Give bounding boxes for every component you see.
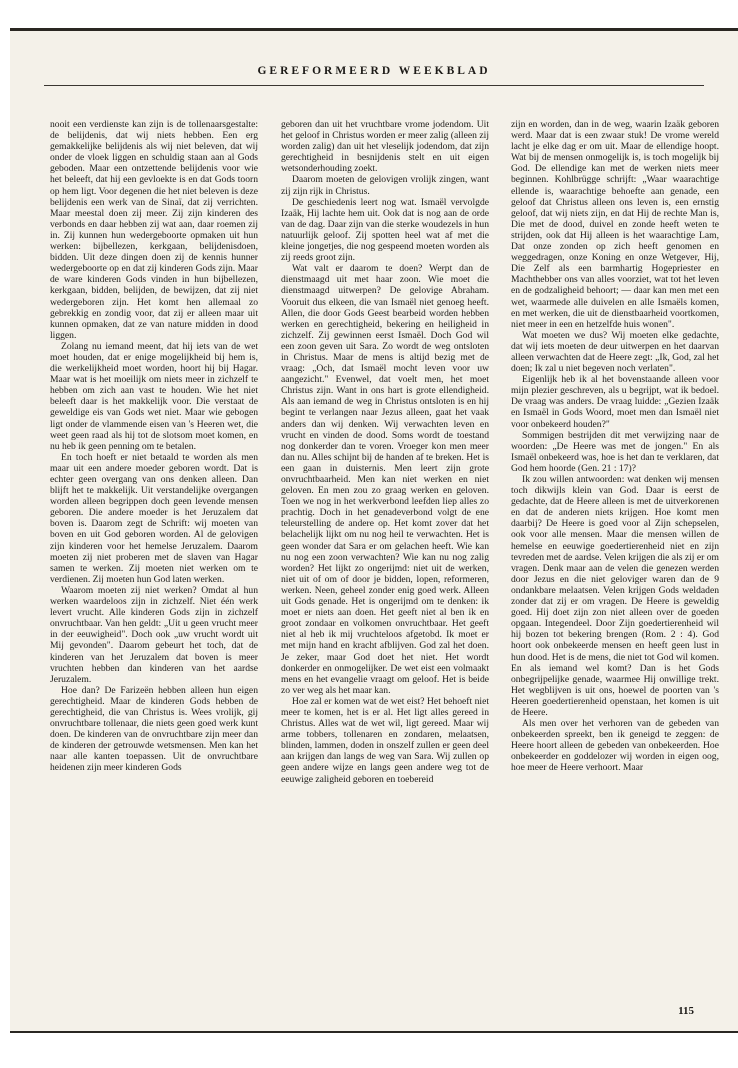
text-column-3 <box>511 119 719 774</box>
paragraph: geboren dan uit het vruchtbare vrome jodendom. Uit het geloof in Christus worden er meer zalig (alleen zij worden zalig) dan uit het vleselijk jodendom, dat zijn gerechtigheid in besnijdenis stelt en uit eigen wetsonderhouding zoekt. <box>281 119 489 175</box>
bottom-rule <box>10 1031 738 1033</box>
header-rule <box>44 85 704 86</box>
paragraph: Eigenlijk heb ik al het bovenstaande alleen voor mijn plezier geschreven, als u begrijpt, wat ik bedoel. De vraag was anders. De vraag luidde: „Gezien Izaäk en Ismaël in Gods Woord, moet men dan Ismaël niet voor onbekeerd houden?" <box>511 374 719 430</box>
paragraph: Wat moeten we dus? Wij moeten elke gedachte, dat wij iets moeten de deur uitwerpen en het daarvan alleen verwachten dat de Heere zegt: „Ik, God, zal het doen; Ik zal u niet begeven noch verlaten". <box>511 329 719 375</box>
paragraph: Waarom moeten zij niet werken? Omdat al hun werken waardeloos zijn in zichzelf. Niet één werk levert vrucht. Alle kinderen Gods zijn in zichzelf onvruchtbaar. Van hen geldt: „Uit u geen vrucht meer in der eeuwigheid". Doch ook „uw vrucht wordt uit Mij gevonden". Daarom gebeurt het toch, dat de kinderen van het Jeruzalem dat boven is meer vruchten hebben dan kinderen van het aardse Jeruzalem. <box>50 584 258 685</box>
paragraph: De geschiedenis leert nog wat. Ismaël vervolgde Izaäk, Hij lachte hem uit. Ook dat is nog aan de orde van de dag. Daar zijn van die sterke woudezels in hun natuurlijk geloof. Zij spotten heel wat af met die kleine jongetjes, die nog gespeend moeten worden als zij reeds groot zijn. <box>281 196 489 264</box>
paragraph: Hoe zal er komen wat de wet eist? Het behoeft niet meer te komen, het is er al. Het ligt alles gereed in Christus. Alles wat de wet wil, ligt gereed. Maar wij arme tobbers, tollenaren en zondaren, melaatsen, blinden, lammen, doden in onszelf zullen er geen deel aan krijgen dan langs de weg van Sara. Wij zullen op geen andere wijze en langs geen andere weg tot de eeuwige zaligheid geboren en toebereid <box>281 695 489 785</box>
running-header: GEREFORMEERD WEEKBLAD <box>257 65 491 77</box>
text-column-2 <box>281 119 489 785</box>
paragraph: Hoe dan? De Farizeën hebben alleen hun eigen gerechtigheid. Maar de kinderen Gods hebben de gerechtigheid, die van Christus is. Wees vrolijk, gij onvruchtbare tollenaar, die niets geen goed werk kunt doen. De kinderen van de onvruchtbare zijn meer dan de kinderen der getrouwde wetsmensen. Men kan het naar alle kanten toepassen. Uit de onvruchtbare heidenen zijn meer kinderen Gods <box>50 684 258 774</box>
text-column-1 <box>50 119 258 774</box>
paragraph: Daarom moeten de gelovigen vrolijk zingen, want zij zijn rijk in Christus. <box>281 174 489 197</box>
page-sheet <box>10 28 738 1033</box>
paragraph: Sommigen bestrijden dit met verwijzing naar de woorden: „De Heere was met de jongen." En als Ismaël onbekeerd was, hoe is het dan te verklaren, dat God hem hoorde (Gen. 21 : 17)? <box>511 429 719 474</box>
paragraph: En toch hoeft er niet betaald te worden als men maar uit een andere moeder geboren wordt. Dat is echter geen overgang van ons denken alleen. Dan blijft het te makkelijk. Uit verstandelijke overgangen worden alleen begrippen doch geen levende mensen geboren. Die andere moeder is het Jeruzalem dat boven is. Daarom zegt de Schrift: wij moeten van boven en uit God geboren worden. Al de gelovigen zijn kinderen voor het hemelse Jeruzalem. Daarom moeten zij niet proberen met de slaven van Hagar samen te werken. Zij moeten niet werken om te verdienen. Zij moeten hun God laten werken. <box>50 451 258 585</box>
paragraph: Zolang nu iemand meent, dat hij iets van de wet moet houden, dat er enige mogelijkheid bij hem is, die werkelijkheid moet worden, hoort hij bij Hagar. Maar wat is het moeilijk om niets meer in zichzelf te hebben om zich aan vast te houden. Wie het niet beleeft daar is het makkelijk voor. Die verstaat de geweldige eis van Gods wet niet. Maar wie gebogen ligt onder de vlammende eisen van 's Heeren wet, die weet geen raad als hij tot de slotsom moet komen, en nu heb ik geen penning om te betalen. <box>50 340 258 452</box>
paragraph: Ik zou willen antwoorden: wat denken wij mensen toch dikwijls klein van God. Daar is eerst de gedachte, dat de Heere alleen is met de uitverkorenen en dat de anderen niets krijgen. Hoe komt men daarbij? De Heere is goed voor al Zijn schepselen, ook voor alle mensen. Maar die mensen willen de hemelse en eeuwige goedertierenheid niet en zijn tevreden met de aardse. Velen krijgen die als zij er om vragen. Denk maar aan de velen die genezen werden door Jezus en die niet geloviger waren dan de 9 ondankbare melaatsen. Velen krijgen Gods weldaden zonder dat zij er om vragen. De Heere is geweldig goed. Hij doet zijn zon niet alleen over de goeden opgaan. Integendeel. Door Zijn goedertierenheid wil hij bozen tot bekering brengen (Rom. 2 : 4). God hoort ook onbekeerde mensen en heeft geen lust in hun dood. Het is de mens, die niet tot God wil komen. En als iemand wel komt? Dan is het Gods onbegrijpelijke genade, waarmee Hij onwillige trekt. Het wegblijven is uit ons, hoewel de poorten van 's Heeren goedertierenheid openstaan, het komen is uit de Heere. <box>511 474 719 718</box>
paragraph: Wat valt er daarom te doen? Werpt dan de dienstmaagd uit met haar zoon. Wie moet die dienstmaagd uitwerpen? De gelovige Abraham. Vooruit dus elkeen, die van Ismaël niet genoeg heeft. Allen, die door Gods Geest bearbeid worden hebben werken en gerechtigheid, bekering en heiligheid in zichzelf. Zij gewinnen eerst Ismaël. Doch God wil een zoon geven uit Sara. Zo wordt de weg ontsloten in Christus. Maar de mens is altijd bezig met de vraag: „Och, dat Ismaël mocht leven voor uw aangezicht." Evenwel, dat voelt men, het moet Christus zijn. Want in ons hart is grote ellendigheid. Als aan iemand de weg in Christus ontsloten is en hij begint te verlangen naar Jezus alleen, gaat het vaak anders dan wij denken. Wij verwachten leven en vrucht en vinden de dood. Soms wordt de toestand nog donkerder dan te voren. Vroeger kon men meer dan nu. Alles schijnt bij de handen af te breken. Het is een gaan in duisternis. Men leert zijn grote onvruchtbaarheid. Men kan niet werken en niet geloven. En men zou zo graag werken en geloven. Toen we nog in het werkverbond leefden liep alles zo prachtig. Doch in het genadeverbond volgt de ene teleurstelling de andere op. Het komt zover dat het belachelijk lijkt om nu nog heil te verwachten. Het is geen wonder dat Sara er om gelachen heeft. Wie kan nu nog een zoon verwachten? Wie kan nu nog zalig worden? Het lijkt zo ongerijmd: niet uit de werken, niet uit of om of door je bidden, lopen, reformeren, werken. Neen, geheel zonder enig goed werk. Alleen uit Gods genade. Het is ongerijmd om te denken: ik moet er niets aan doen. Het geeft niet al ben ik en groot zondaar en volkomen onvruchtbaar. Het geeft niet al heb ik mij vruchteloos afgetobd. Ik moet er met mijn hand en kracht afblijven. God zal het doen. Je zeker, maar God doet het niet. Het wordt donkerder en onmogelijker. De wet eist een volmaakt mens en het evangelie vraagt om geloof. Het is beide zo ver weg als het maar kan. <box>281 263 489 696</box>
paragraph: Als men over het verhoren van de gebeden van onbekeerden spreekt, ben ik geneigd te zeggen: de Heere hoort alleen de gebeden van onbekeerden. Hoe onbekeerder en goddelozer wij worden in eigen oog, hoe meer de Heere verhoort. Maar <box>511 718 719 774</box>
paragraph: nooit een verdienste kan zijn is de tollenaarsgestalte: de belijdenis, dat wij niets hebben. Een erg gemakkelijke belijdenis als wij niet beleven, dat wij onder de vloek liggen en schuldig staan aan al Gods geboden. Maar een ontzettende belijdenis voor wie het beleeft, dat hij een gevloekte is en dat Gods toorn op hem ligt. Voor degenen die het niet beleven is deze belijdenis een werk van de Sinaï, dat zij verrichten. Maar meestal doen zij meer. Zij zijn kinderen des verbonds en daar hebben zij wat aan, daar roemen zij in. Zij kunnen hun wedergeboorte opmaken uit hun werken: bijbellezen, kerkgaan, belijdenisdoen, bidden. Uit deze dingen doen zij de kennis hunner wedergeboorte op en dat zij kinderen Gods zijn. Maar de ware kinderen Gods vinden in hun bijbellezen, kerkgaan, bidden, belijden, de bewijzen, dat zij niet wedergeboren zijn. Het komt hen allemaal zo gebrekkig en zondig voor, dat zij er alleen maar uit kunnen opmaken, dat ze van nature midden in dood liggen. <box>50 119 258 341</box>
page-number: 115 <box>678 1005 694 1017</box>
paragraph: zijn en worden, dan in de weg, waarin Izaäk geboren werd. Maar dat is een zwaar stuk! De vrome wereld lacht je elke dag er om uit. Maar de ellendige hoopt. Wat bij de mensen onmogelijk is, is toch mogelijk bij God. De ellendige kan met de werken niets meer beginnen. Kohlbrügge schrijft: „Waar waarachtige ellende is, waarachtige behoefte aan genade, een geloof dat Christus alleen ons leven is, een ernstig geloof, dat wij niets zijn, en dat Hij de rechte Man is, Die met de dood, duivel en zonde heeft weten te strijden, ook dat Hij alleen is het waarachtige Lam, Dat onze zonden op zich heeft genomen en weggedragen, onze Koning en onze Wetgever, Hij, Die Zelf als een barmhartig Hogepriester en Machthebber ons van alles voorziet, wat tot het leven en de godzaligheid behoort; — daar kan men met een wet, waarmede alle duivelen en alle Ismaëls komen, en met werken, die uit de dienstbaarheid voortkomen, niet meer in een en hetzelfde huis wonen". <box>511 119 719 330</box>
